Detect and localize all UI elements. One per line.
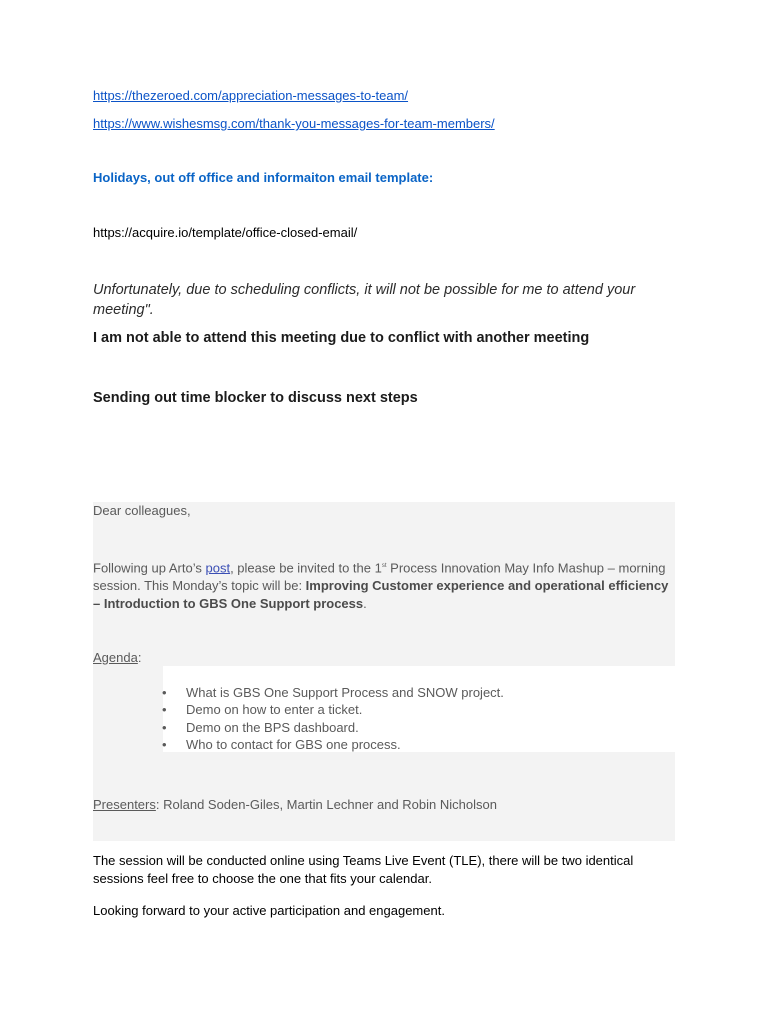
presenters-label: Presenters	[93, 797, 156, 812]
thank-you-messages-link[interactable]: https://www.wishesmsg.com/thank-you-messages-for-team-members/	[93, 116, 495, 131]
agenda-item	[93, 684, 504, 701]
decline-quote: Unfortunately, due to scheduling conflicts, it will not be possible for me to attend your meeting".	[93, 282, 636, 318]
ordinal-superscript: st	[381, 563, 387, 569]
appreciation-messages-link[interactable]: https://thezeroed.com/appreciation-messages-to-team/	[93, 88, 409, 103]
agenda-item	[93, 736, 504, 753]
intro-mid: , please be invited to the 1	[230, 560, 382, 576]
agenda-item	[93, 719, 504, 736]
agenda-label: Agenda	[93, 650, 138, 665]
closing-line: Looking forward to your active participation and engagement.	[93, 903, 445, 918]
session-note: The session will be conducted online using Teams Live Event (TLE), there will be two identical sessions feel free to choose the one that fits your calendar.	[93, 853, 634, 886]
invite-paragraph	[93, 557, 677, 613]
agenda-item-text: Who to contact for GBS one process.	[186, 736, 401, 752]
holiday-template-heading: Holidays, out off office and informaiton email template:	[93, 170, 434, 185]
time-blocker-line: Sending out time blocker to discuss next steps	[93, 390, 418, 406]
intro-suffix: Process Innovation May Info Mashup – morning session. This Monday’s topic will be:	[93, 560, 666, 594]
agenda-colon: :	[137, 650, 142, 665]
presenters-names: : Roland Soden-Giles, Martin Lechner and Robin Nicholson	[155, 797, 497, 812]
agenda-item	[93, 701, 504, 718]
bullet-icon: •	[162, 702, 167, 718]
office-closed-url: https://acquire.io/template/office-closed-email/	[93, 225, 358, 240]
topic-end: .	[363, 596, 367, 612]
presenters-line	[93, 796, 497, 814]
agenda-item-text: Demo on the BPS dashboard.	[186, 719, 359, 735]
bullet-icon: •	[162, 736, 167, 752]
agenda-list	[93, 684, 504, 753]
bullet-icon: •	[162, 719, 167, 735]
agenda-heading	[93, 649, 141, 667]
agenda-item-text: What is GBS One Support Process and SNOW project.	[186, 685, 504, 700]
greeting: Dear colleagues,	[93, 503, 191, 518]
conflict-line: I am not able to attend this meeting due to conflict with another meeting	[93, 330, 590, 346]
post-link[interactable]: post	[205, 560, 231, 576]
bullet-icon: •	[162, 685, 167, 700]
session-topic: Improving Customer experience and operational efficiency – Introduction to GBS One Support process	[93, 578, 669, 612]
intro-prefix: Following up Arto’s	[93, 560, 206, 576]
agenda-item-text: Demo on how to enter a ticket.	[186, 702, 363, 718]
